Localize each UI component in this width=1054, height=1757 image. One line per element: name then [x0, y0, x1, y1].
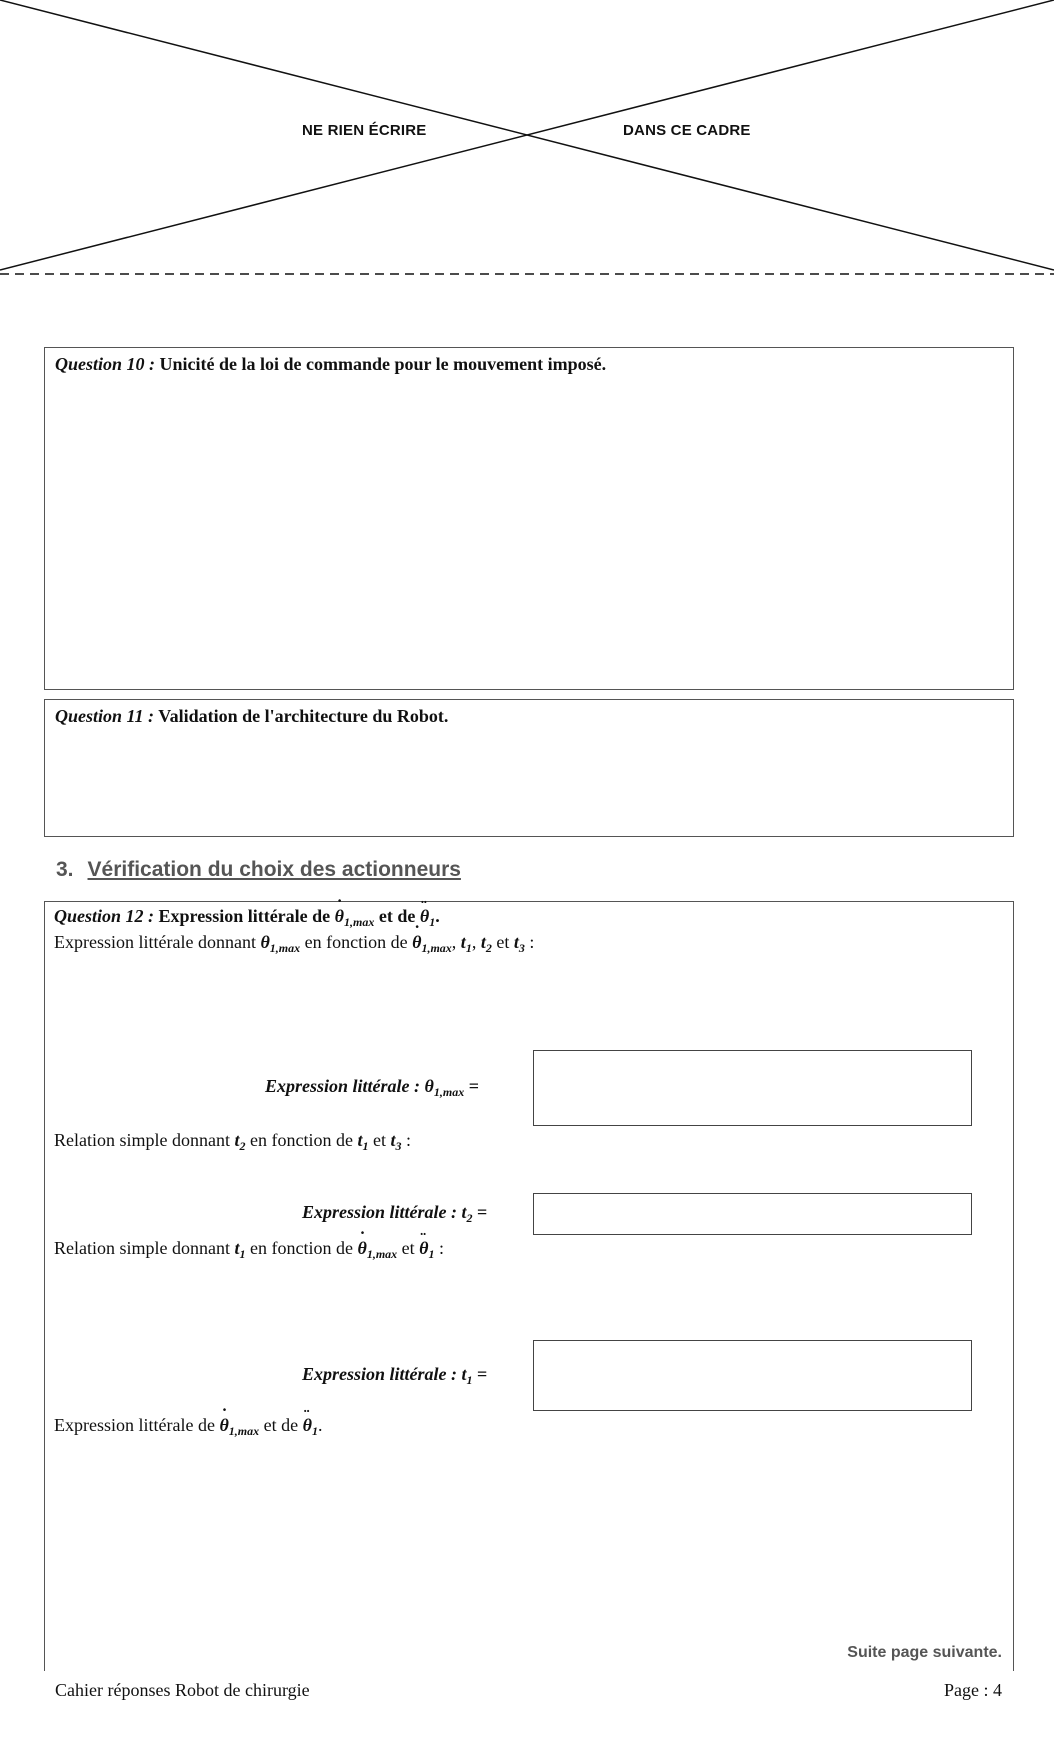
expression-t2-input[interactable] [533, 1193, 972, 1235]
section-number: 3. [56, 858, 74, 881]
question-12-title: Question 12 : Expression littérale de ˙ $\theta_{1,max}$ et de ¨ $\theta_1$. [54, 906, 440, 930]
no-write-zone-cross [0, 0, 1054, 280]
question-10-title: Question 10 : Unicité de la loi de commande pour le mouvement imposé. [55, 354, 607, 374]
expression-t2-label: Expression littérale : $t_2$ = [302, 1202, 488, 1225]
expression-t1-input[interactable] [533, 1340, 972, 1411]
expression-theta-max-input[interactable] [533, 1050, 972, 1126]
continued-next-page: Suite page suivante. [847, 1644, 1002, 1661]
question-12-line-4: Expression littérale de ˙ $\theta_{1,max}$ et de ¨ $\theta_1$. [54, 1415, 322, 1439]
header-right-text: DANS CE CADRE [623, 122, 751, 139]
expression-theta-max-label: Expression littérale : $\theta_{1,max}$ = [265, 1076, 479, 1099]
section-title: Vérification du choix des actionneurs [87, 858, 461, 881]
question-12-line-2: Relation simple donnant $t_2$ en fonction de $t_1$ et $t_3$ : [54, 1130, 412, 1153]
question-12-line-3: Relation simple donnant $t_1$ en fonction de ˙ $\theta_{1,max}$ et ¨ $\theta_1$ : [54, 1238, 444, 1262]
footer-document-title: Cahier réponses Robot de chirurgie [55, 1680, 310, 1700]
section-3-heading [56, 858, 461, 882]
expression-t1-label: Expression littérale : $t_1$ = [302, 1364, 488, 1387]
question-11-title: Question 11 : Validation de l'architecture du Robot. [55, 706, 449, 726]
question-10-answer-box[interactable] [44, 347, 1014, 690]
question-11-answer-box[interactable] [44, 699, 1014, 837]
header-left-text: NE RIEN ÉCRIRE [302, 122, 427, 139]
question-12-line-1: Expression littérale donnant $\theta_{1,max}$ en fonction de ˙ $\theta_{1,max}$, $t_1$, $t_2$ et $t_3$ : [54, 932, 534, 956]
footer-page-number: Page : 4 [944, 1680, 1002, 1700]
question-12-answer-area[interactable] [44, 901, 1014, 1671]
